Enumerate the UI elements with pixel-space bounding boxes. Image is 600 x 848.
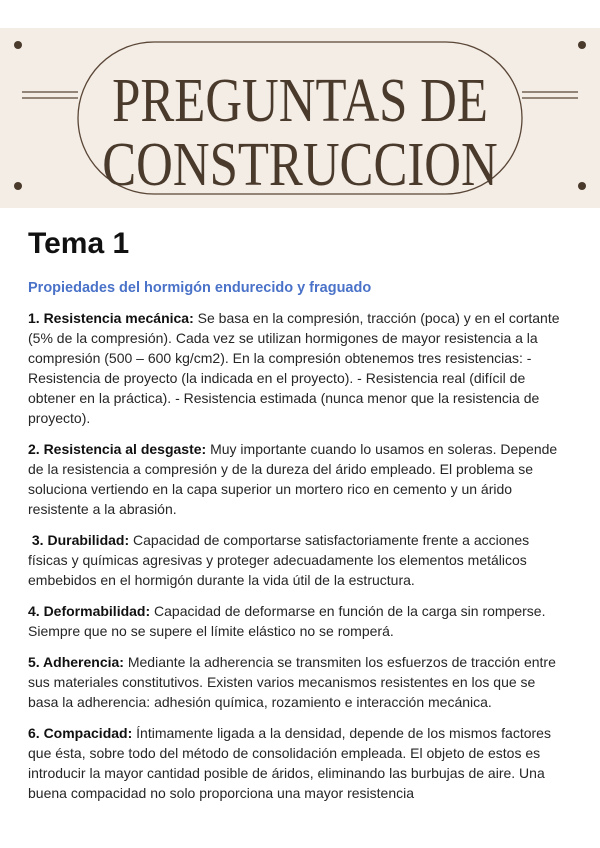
paragraph-text: Íntimamente ligada a la densidad, depende de los mismos factores que ésta, sobre todo del método de consolidación empleada. El objeto de estos es introducir la mayor cantidad posible de áridos, eliminando las burbujas de aire. Una buena compacidad no solo proporciona una mayor resistencia: [28, 725, 551, 801]
paragraph-term: 2. Resistencia al desgaste:: [28, 441, 207, 457]
paragraph-term: 3. Durabilidad:: [28, 532, 130, 548]
paragraph-text: Capacidad de deformarse en función de la carga sin romperse. Siempre que no se supere el límite elástico no se romperá.: [28, 603, 546, 639]
paragraph-resistencia-mecanica: [28, 308, 568, 428]
paragraph-term: 1. Resistencia mecánica:: [28, 310, 194, 326]
paragraph-text: Muy importante cuando lo usamos en soleras. Depende de la resistencia a compresión y de la dureza del árido empleado. El problema se soluciona vertiendo en la capa superior un mortero rico en cemento y un árido resistente a la abrasión.: [28, 441, 558, 517]
title-banner: [0, 28, 600, 208]
banner-title-line-2: CONSTRUCCION: [102, 131, 498, 199]
paragraph-compacidad: [28, 723, 568, 803]
paragraph-term: 6. Compacidad:: [28, 725, 133, 741]
paragraph-durabilidad: [28, 530, 568, 590]
paragraph-term: 4. Deformabilidad:: [28, 603, 151, 619]
paragraph-resistencia-desgaste: [28, 439, 568, 519]
topic-title: Tema 1: [28, 227, 130, 260]
paragraph-adherencia: [28, 652, 568, 712]
paragraph-text: Se basa en la compresión, tracción (poca) y en el cortante (5% de la compresión). Cada vez se utilizan hormigones de mayor resistencia a la compresión (500 – 600 kg/cm2). En la compresión obtenemos tres resistencias: - Resistencia de proyecto (la indicada en el proyecto). - Resistencia real (difícil de obtener en la práctica). - Resistencia estimada (nunca menor que la resistencia de proyecto).: [28, 310, 560, 426]
banner-title-line-1: PREGUNTAS DE: [112, 67, 488, 135]
paragraph-term: 5. Adherencia:: [28, 654, 124, 670]
paragraph-text: Mediante la adherencia se transmiten los esfuerzos de tracción entre sus materiales constitutivos. Existen varios mecanismos resistentes en los que se basa la adherencia: adhesión química, rozamiento e interacción mecánica.: [28, 654, 556, 710]
paragraph-deformabilidad: [28, 601, 568, 641]
document-body: [28, 222, 568, 814]
paragraph-text: Capacidad de comportarse satisfactoriamente frente a acciones físicas y químicas agresivas y proteger adecuadamente los elementos metálicos embebidos en el hormigón durante la vida útil de la estructura.: [28, 532, 530, 588]
section-subtitle: Propiedades del hormigón endurecido y fraguado: [28, 280, 372, 296]
